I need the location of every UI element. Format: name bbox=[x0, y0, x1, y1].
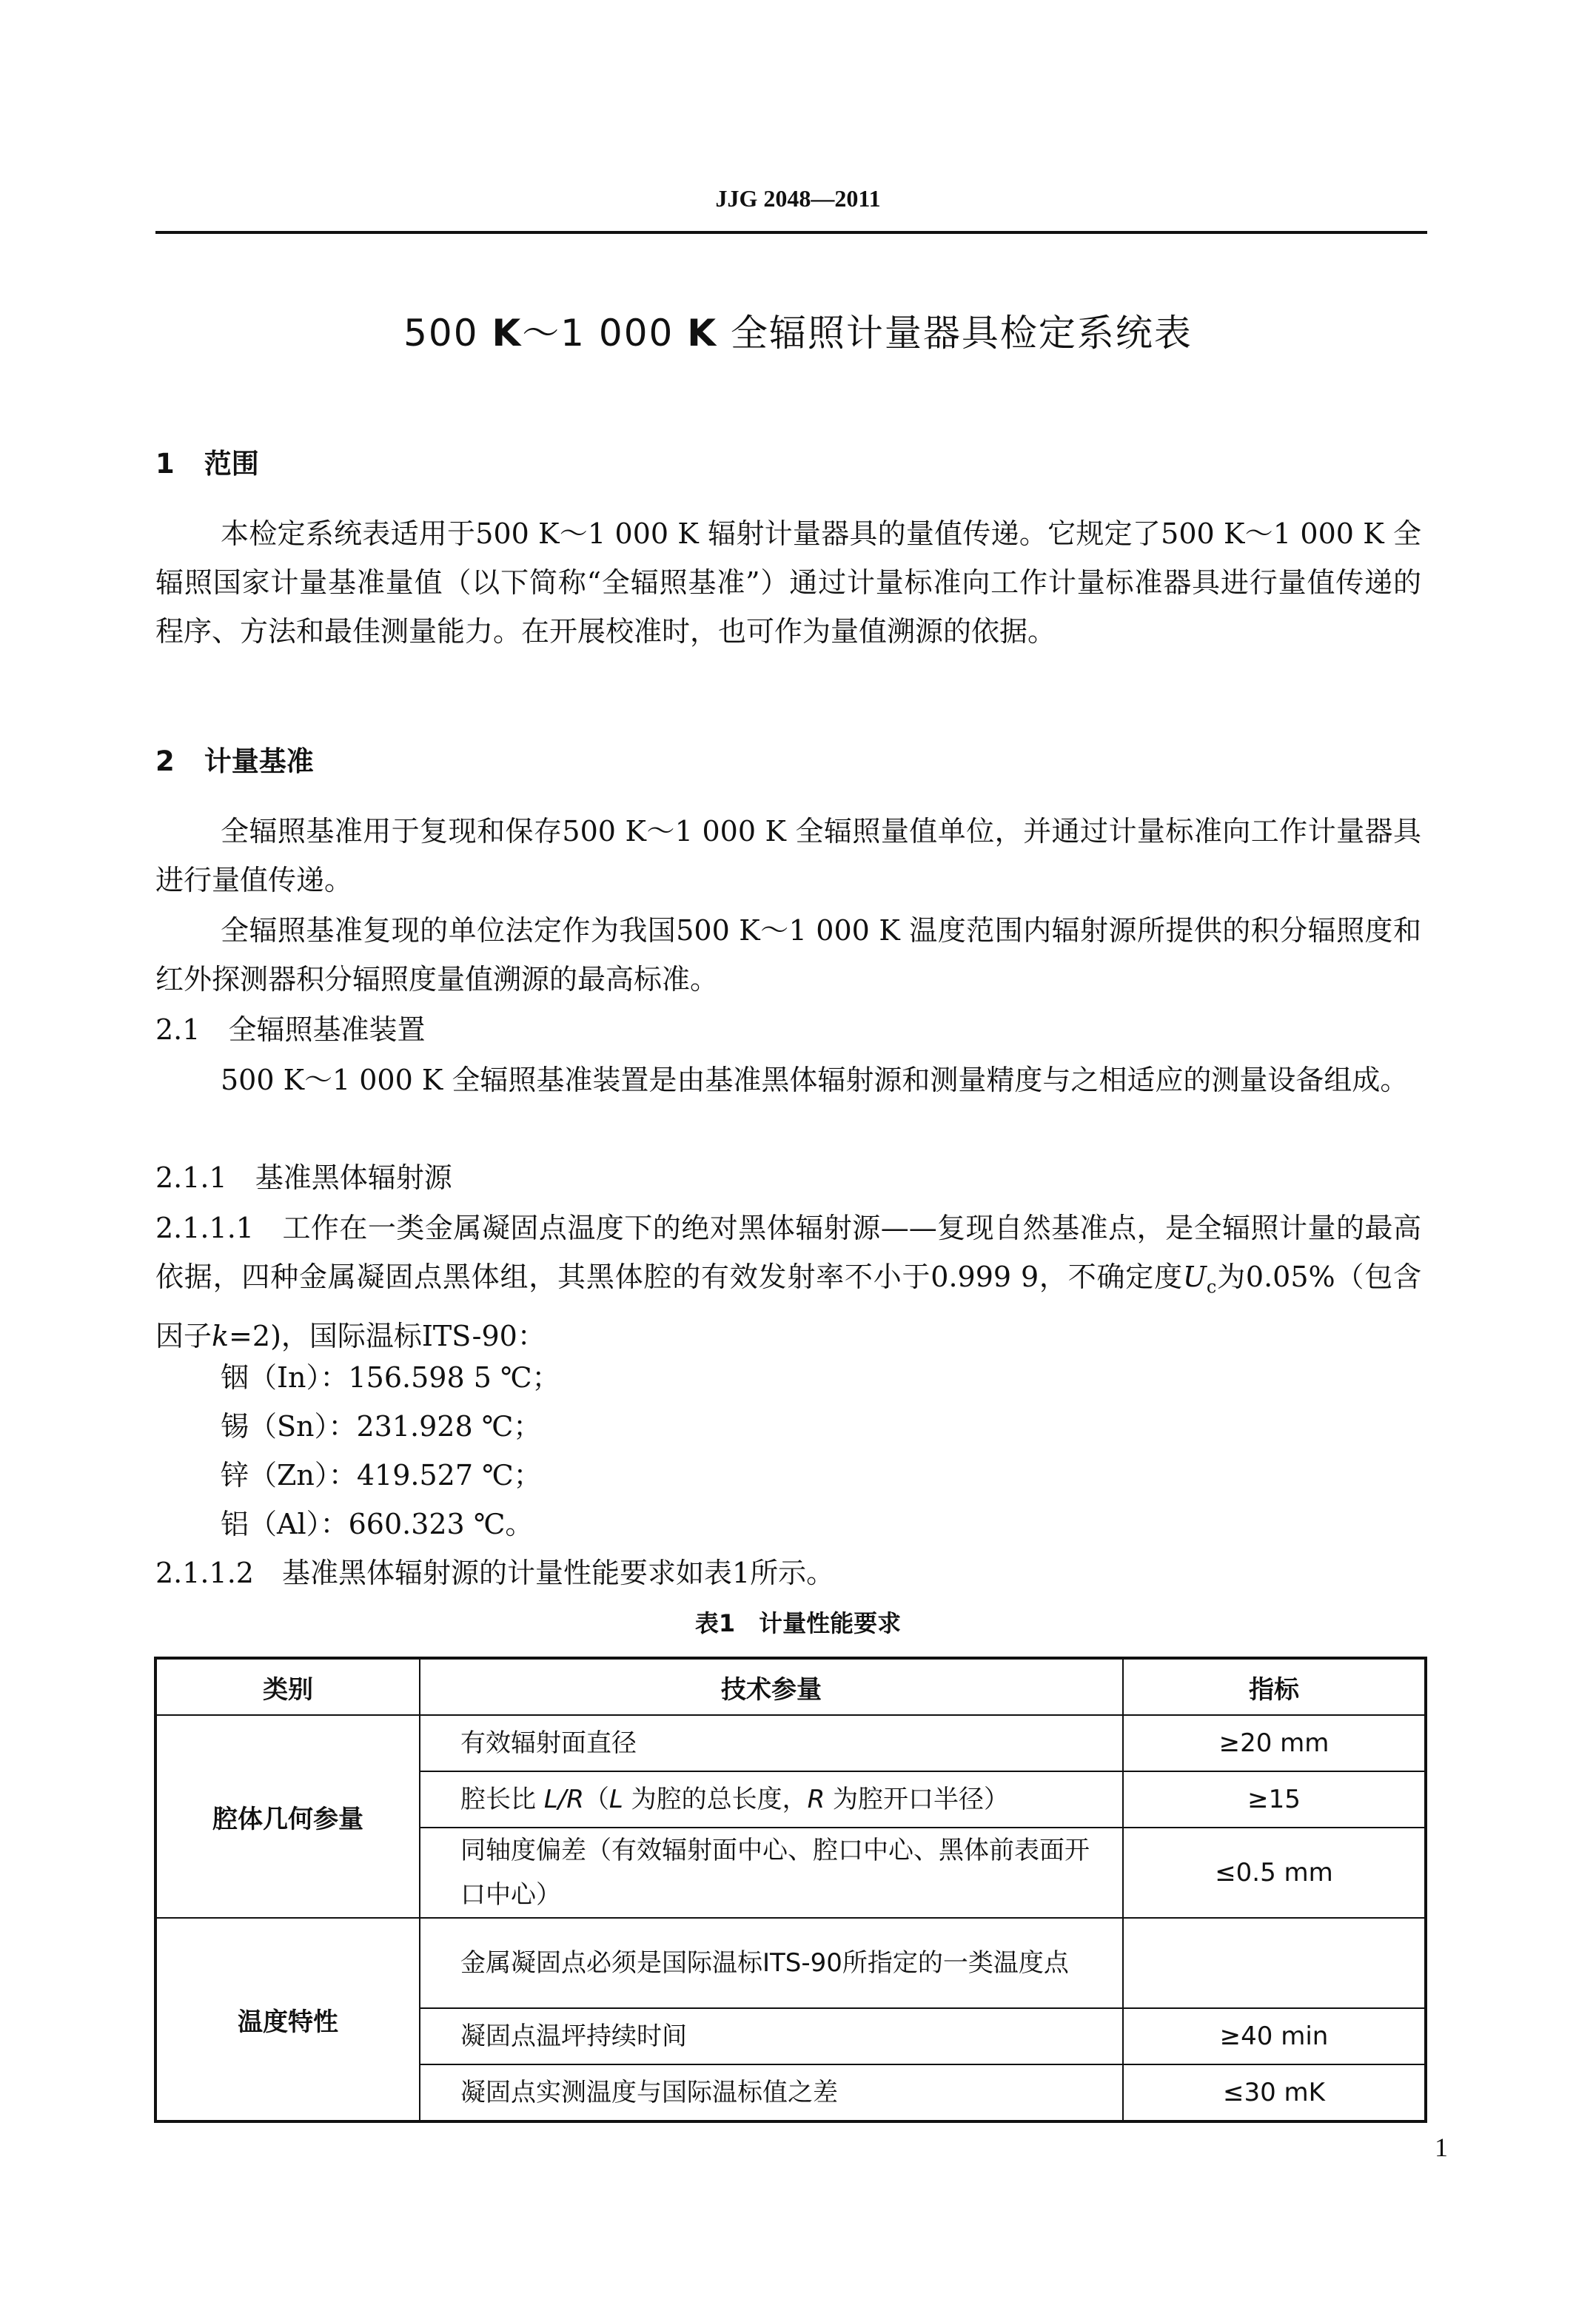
fixed-point-zinc: 锌（Zn）：419.527 ℃； bbox=[221, 1459, 542, 1492]
table-caption: 表1 计量性能要求 bbox=[694, 1609, 902, 1637]
paragraph-text: 工作在一类金属凝固点温度下的绝对黑体辐射源——复现自然基准点，是全辐照计量的最高依据，四种金属凝固点黑体组，其黑体腔的有效发射率不小于0.999 9，不确定度 bbox=[155, 1212, 1421, 1293]
parameter-cell: 同轴度偏差（有效辐射面中心、腔口中心、黑体前表面开口中心） bbox=[420, 1828, 1123, 1918]
title-part: 500 bbox=[403, 312, 492, 355]
section-number: 1 bbox=[155, 448, 175, 480]
document-title bbox=[0, 303, 1596, 357]
subsection-2-1-1-heading bbox=[155, 1155, 452, 1195]
parameter-text: 腔长比 bbox=[460, 1785, 536, 1814]
specification-cell: ≤30 mK bbox=[1123, 2064, 1426, 2121]
specification-cell: ≥15 bbox=[1123, 1771, 1426, 1828]
section-title: 基准黑体辐射源 bbox=[255, 1161, 452, 1194]
title-part: ～1 000 bbox=[522, 312, 688, 355]
column-header-category: 类别 bbox=[155, 1658, 420, 1715]
category-cell: 腔体几何参量 bbox=[155, 1715, 420, 1918]
radius-symbol: R bbox=[807, 1785, 825, 1814]
specification-cell: ≤0.5 mm bbox=[1123, 1828, 1426, 1918]
subsection-2-1-1-1-paragraph bbox=[155, 1204, 1421, 1360]
title-part: K bbox=[687, 312, 717, 355]
ratio-symbol: L/R bbox=[543, 1785, 584, 1814]
parameter-cell: 凝固点实测温度与国际温标值之差 bbox=[420, 2064, 1123, 2121]
parameter-cell: 凝固点温坪持续时间 bbox=[420, 2008, 1123, 2064]
paragraph-text: 基准黑体辐射源的计量性能要求如表1所示。 bbox=[281, 1557, 835, 1589]
section-number: 2.1.1 bbox=[155, 1161, 227, 1194]
table-row bbox=[155, 1918, 1426, 2008]
title-part: 全辐照计量器具检定系统表 bbox=[717, 312, 1193, 355]
subsection-2-1-1-2-paragraph bbox=[155, 1550, 834, 1591]
section-number: 2.1 bbox=[155, 1013, 201, 1046]
subsection-2-1-heading bbox=[155, 1007, 425, 1047]
parameter-text: 为腔的总长度， bbox=[623, 1785, 808, 1814]
parameter-cell: 金属凝固点必须是国际温标ITS-90所指定的一类温度点 bbox=[420, 1918, 1123, 2008]
table-header-row bbox=[155, 1658, 1426, 1715]
section-number: 2.1.1.1 bbox=[155, 1212, 254, 1244]
paragraph-text: =2)，国际温标ITS-90： bbox=[229, 1319, 546, 1352]
coverage-factor-symbol: k bbox=[212, 1319, 229, 1352]
column-header-parameter: 技术参量 bbox=[420, 1658, 1123, 1715]
section-1-paragraph: 本检定系统表适用于500 K～1 000 K 辐射计量器具的量值传递。它规定了500 K～1 000 K 全辐照国家计量基准量值（以下简称“全辐照基准”）通过计量标准向工作计量标准器具进行量值传递的程序、方法和最佳测量能力。在开展校准时，也可作为量值溯源的依据。 bbox=[155, 517, 1421, 648]
section-number: 2.1.1.2 bbox=[155, 1557, 254, 1589]
parameter-cell: 有效辐射面直径 bbox=[420, 1715, 1123, 1771]
title-part: K bbox=[492, 312, 523, 355]
specification-cell: ≥40 min bbox=[1123, 2008, 1426, 2064]
page-number: 1 bbox=[1435, 2133, 1448, 2162]
specification-cell: ≥20 mm bbox=[1123, 1715, 1426, 1771]
section-1-heading bbox=[155, 441, 259, 481]
performance-requirements-table bbox=[154, 1657, 1427, 2123]
section-title: 范围 bbox=[204, 448, 259, 480]
fixed-point-tin: 锡（Sn）：231.928 ℃； bbox=[221, 1410, 542, 1443]
length-symbol: L bbox=[608, 1785, 623, 1814]
table-row bbox=[155, 1715, 1426, 1771]
parameter-cell bbox=[420, 1771, 1123, 1828]
fixed-point-indium: 铟（In）：156.598 5 ℃； bbox=[221, 1361, 560, 1394]
parameter-text: （ bbox=[583, 1785, 609, 1814]
standard-code-header: JJG 2048—2011 bbox=[715, 185, 881, 212]
uncertainty-subscript: c bbox=[1206, 1276, 1217, 1298]
section-2-heading bbox=[155, 739, 314, 779]
fixed-point-aluminium: 铝（Al）：660.323 ℃。 bbox=[221, 1508, 534, 1540]
subsection-2-1-paragraph: 500 K～1 000 K 全辐照基准装置是由基准黑体辐射源和测量精度与之相适应的测量设备组成。 bbox=[221, 1064, 1409, 1096]
section-2-paragraph-2: 全辐照基准复现的单位法定作为我国500 K～1 000 K 温度范围内辐射源所提供的积分辐照度和红外探测器积分辐照度量值溯源的最高标准。 bbox=[155, 914, 1421, 996]
parameter-text: 为腔开口半径） bbox=[825, 1785, 1010, 1814]
header-rule bbox=[155, 231, 1427, 234]
specification-cell bbox=[1123, 1918, 1426, 2008]
section-title: 全辐照基准装置 bbox=[228, 1013, 426, 1046]
column-header-specification: 指标 bbox=[1123, 1658, 1426, 1715]
paragraph-text: 为0.05%（包含因子 bbox=[155, 1261, 1422, 1352]
section-number: 2 bbox=[155, 745, 175, 777]
uncertainty-symbol: U bbox=[1182, 1261, 1207, 1293]
section-title: 计量基准 bbox=[204, 745, 314, 777]
section-2-paragraph-1: 全辐照基准用于复现和保存500 K～1 000 K 全辐照量值单位，并通过计量标准向工作计量器具进行量值传递。 bbox=[155, 815, 1421, 896]
category-cell: 温度特性 bbox=[155, 1918, 420, 2121]
